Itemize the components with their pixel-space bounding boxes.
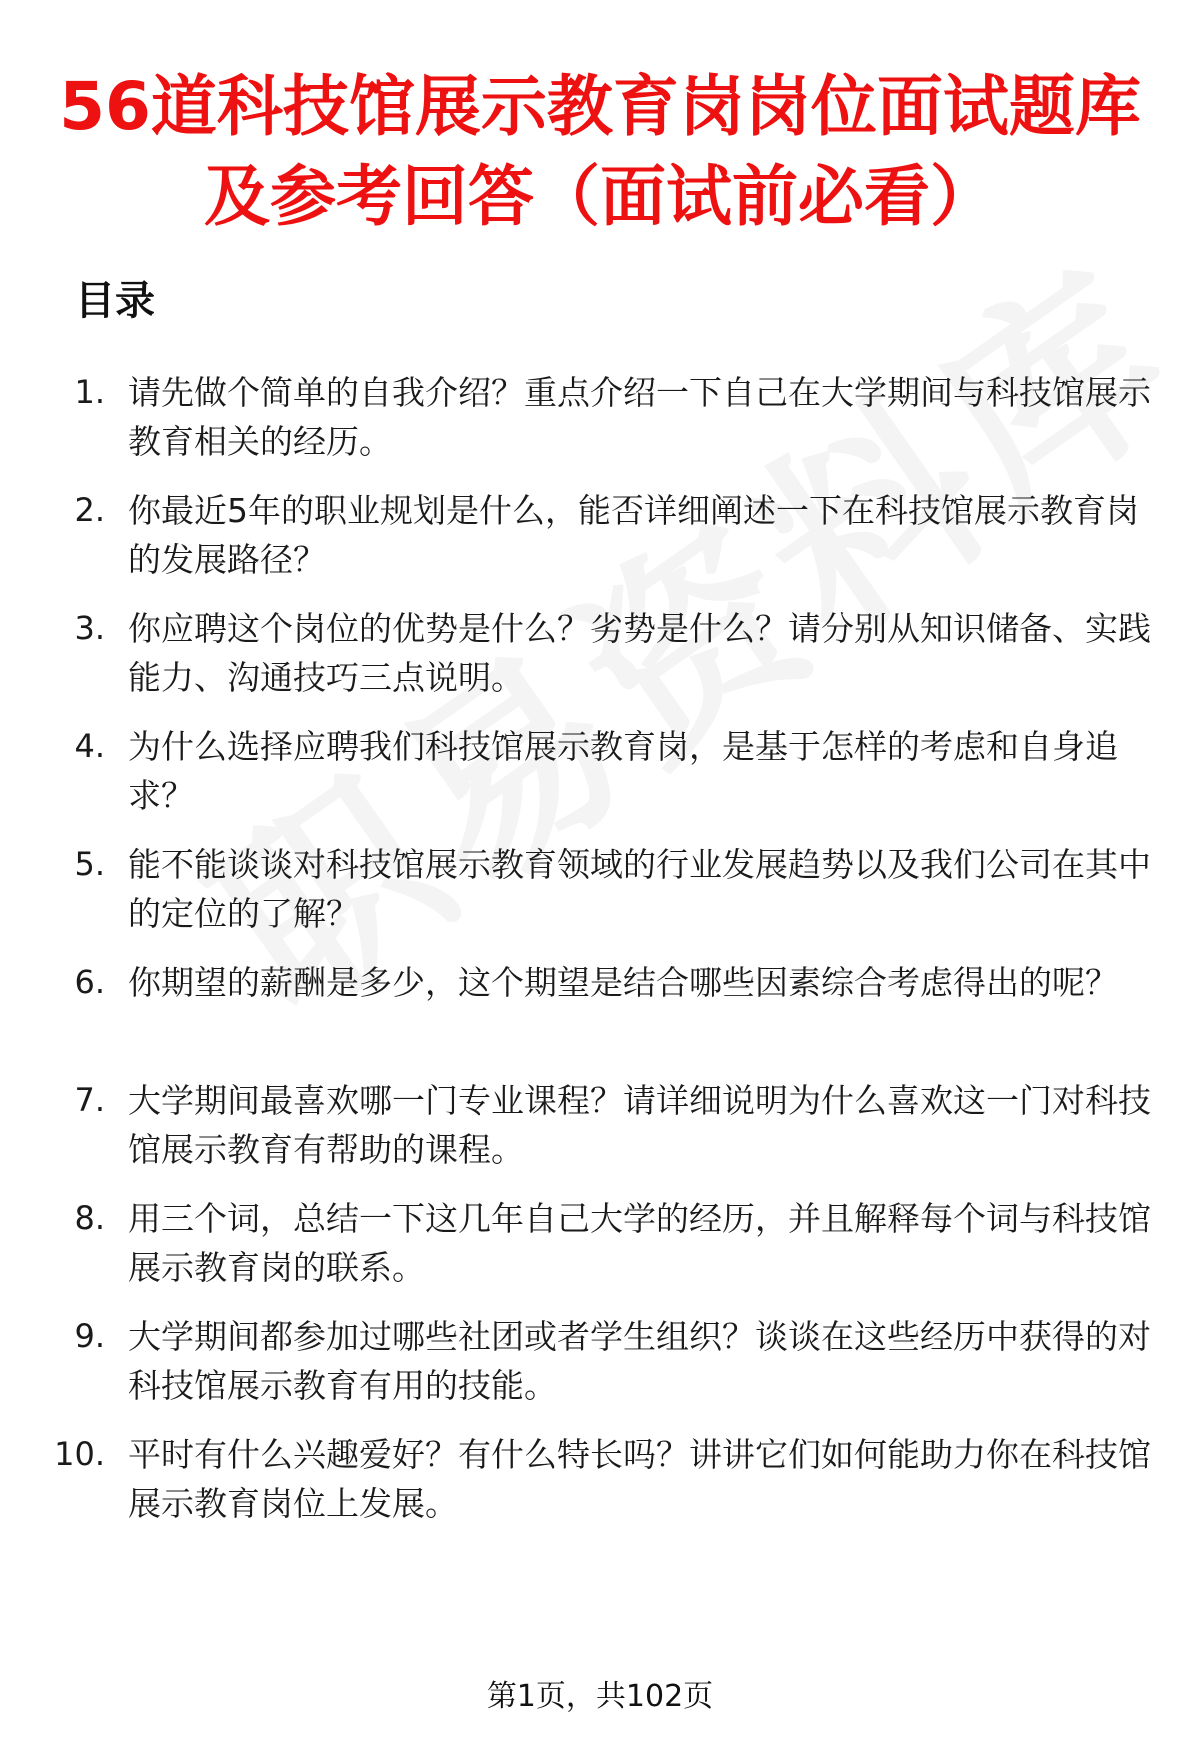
- toc-item-text: 用三个词，总结一下这几年自己大学的经历，并且解释每个词与科技馆展示教育岗的联系。: [128, 1199, 1151, 1287]
- toc-item-number: 9.: [74, 1317, 105, 1355]
- page-indicator: 第1页，共102页: [486, 1679, 714, 1714]
- toc-item-10: [0, 1430, 1200, 1540]
- toc-item-9: [0, 1312, 1200, 1422]
- toc-item-number: 10.: [54, 1435, 105, 1473]
- toc-item-2: [0, 486, 1200, 596]
- document-title: 56道科技馆展示教育岗岗位面试题库及参考回答（面试前必看）: [59, 68, 1141, 235]
- toc-item-number: 6.: [74, 963, 105, 1001]
- toc-item-4: [0, 722, 1200, 832]
- toc-item-1: [0, 368, 1200, 478]
- toc-heading: 目录: [75, 278, 155, 324]
- toc-item-number: 1.: [74, 373, 105, 411]
- toc-item-number: 2.: [74, 491, 105, 529]
- toc-item-8: [0, 1194, 1200, 1304]
- toc-item-number: 3.: [74, 609, 105, 647]
- toc-item-5: [0, 840, 1200, 950]
- toc-item-text: 你期望的薪酬是多少，这个期望是结合哪些因素综合考虑得出的呢？: [128, 963, 1118, 1002]
- toc-item-text: 你最近5年的职业规划是什么，能否详细阐述一下在科技馆展示教育岗的发展路径？: [128, 491, 1139, 579]
- toc-item-text: 你应聘这个岗位的优势是什么？劣势是什么？请分别从知识储备、实践能力、沟通技巧三点说明。: [128, 609, 1151, 697]
- toc-item-text: 平时有什么兴趣爱好？有什么特长吗？讲讲它们如何能助力你在科技馆展示教育岗位上发展。: [128, 1435, 1151, 1523]
- toc-item-text: 请先做个简单的自我介绍？重点介绍一下自己在大学期间与科技馆展示教育相关的经历。: [128, 373, 1151, 461]
- toc-item-number: 5.: [74, 845, 105, 883]
- toc-item-3: [0, 604, 1200, 714]
- toc-item-number: 4.: [74, 727, 105, 765]
- toc-item-text: 能不能谈谈对科技馆展示教育领域的行业发展趋势以及我们公司在其中的定位的了解？: [128, 845, 1151, 933]
- toc-item-number: 7.: [74, 1081, 105, 1119]
- toc-item-number: 8.: [74, 1199, 105, 1237]
- toc-item-text: 大学期间都参加过哪些社团或者学生组织？谈谈在这些经历中获得的对科技馆展示教育有用的技能。: [128, 1317, 1151, 1405]
- toc-item-7: [0, 1076, 1200, 1186]
- toc-item-text: 为什么选择应聘我们科技馆展示教育岗，是基于怎样的考虑和自身追求？: [128, 727, 1118, 815]
- toc-item-text: 大学期间最喜欢哪一门专业课程？请详细说明为什么喜欢这一门对科技馆展示教育有帮助的课程。: [128, 1081, 1151, 1169]
- toc-item-6: [0, 958, 1200, 1068]
